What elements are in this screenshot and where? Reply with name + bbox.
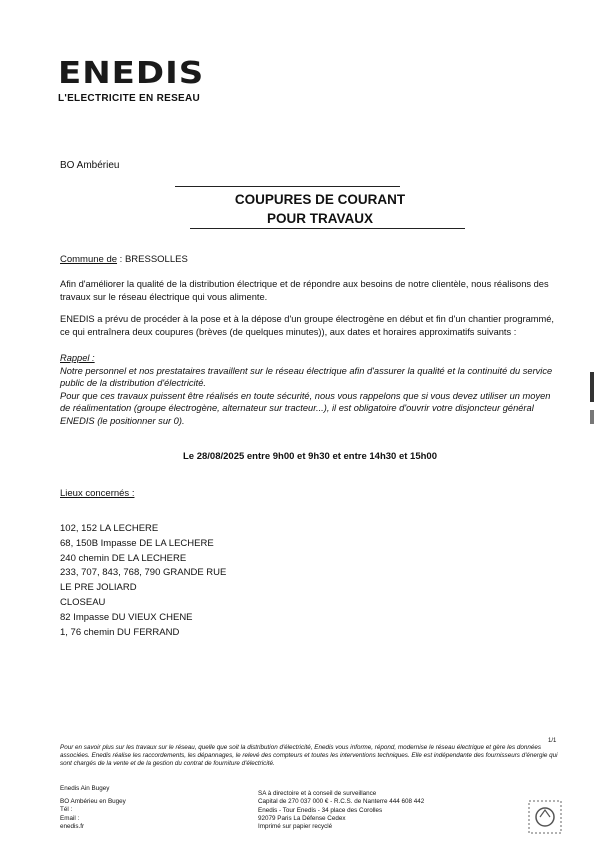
list-item: LE PRE JOLIARD <box>60 582 137 594</box>
footer-contact-name: Enedis Ain Bugey <box>60 785 110 792</box>
footer-line: Imprimé sur papier recyclé <box>258 823 333 831</box>
footer-line: BO Ambérieu en Bugey <box>60 798 126 805</box>
footer-line: Tél : <box>60 806 73 814</box>
footer-link[interactable]: enedis.fr <box>60 822 85 830</box>
lieux-title: Lieux concernés : <box>60 488 135 499</box>
list-item: 102, 152 LA LECHERE <box>60 523 159 534</box>
rappel-text-2: Pour que ces travaux puissent être réalisés en toute sécurité, nous vous rappelons que si vous devez utiliser un moyen de réalimentation (groupe électrogène, alternateur sur tracteur...), il est obligatoire d'ouvrir votre disjoncteur général ENEDIS (le positionner sur 0). <box>60 390 551 426</box>
rappel-text-1: Notre personnel et nos prestataires travaillent sur le réseau électrique afin d'assurer la qualité et la continuité du service public de la distribution d'électricité. <box>60 365 553 388</box>
footer-contact <box>60 798 126 831</box>
rappel-label: Rappel : <box>60 353 95 363</box>
title-line-1: COUPURES DE COURANT <box>234 192 406 207</box>
title-bottom-rule <box>190 228 465 229</box>
footer-legal <box>258 790 424 831</box>
footer-line: 92079 Paris La Défense Cedex <box>258 814 346 822</box>
enedis-logo: ENEDIS <box>58 55 205 92</box>
commune-value: : BRESSOLLES <box>119 254 188 265</box>
page-number: 1/1 <box>548 738 557 744</box>
intro-paragraph: Afin d'améliorer la qualité de la distribution électrique et de répondre aux besoins de notre clientèle, nous réalisons des travaux sur le réseau électrique qui vous alimente. <box>60 279 549 302</box>
page-title <box>175 190 465 228</box>
plan-paragraph: ENEDIS a prévu de procéder à la pose et à la dépose d'un groupe électrogène en début et fin d'un chantier programmé, ce qui entraînera deux coupures (brèves (de quelques minutes)), aux dates et horaires approximatifs suivants : <box>60 314 555 337</box>
scan-margin-mark <box>590 372 594 402</box>
list-item: 82 Impasse DU VIEUX CHENE <box>60 611 193 623</box>
footer-line: Capital de 270 037 000 € - R.C.S. de Nanterre 444 608 442 <box>258 798 425 806</box>
commune-label: Commune de <box>60 254 118 265</box>
commune-line <box>60 254 188 265</box>
rappel-block <box>60 352 560 427</box>
footer-notice: Pour en savoir plus sur les travaux sur le réseau, quelle que soit la distribution d'électricité, Enedis vous informe, répond, modernise le réseau électrique et gère les données associées. Enedis réalise les raccordements, les dépannages, le relevé des compteurs et toutes les interventions techniques. Elle est indépendante des fournisseurs d'énergie qui sont chargés de la vente et de la gestion du contrat de fourniture d'électricité. <box>60 744 558 768</box>
list-item: 1, 76 chemin DU FERRAND <box>60 626 180 638</box>
list-item: 68, 150B Impasse DE LA LECHERE <box>60 537 214 549</box>
schedule-line: Le 28/08/2025 entre 9h00 et 9h30 et entre 14h30 et 15h00 <box>182 451 437 462</box>
footer-line: SA à directoire et à conseil de surveillance <box>258 790 377 797</box>
recycle-icon <box>528 800 562 834</box>
logo-tagline: L'ELECTRICITE EN RESEAU <box>58 93 201 104</box>
list-item: 240 chemin DE LA LECHERE <box>60 552 187 564</box>
sender: BO Ambérieu <box>60 160 120 171</box>
list-item: 233, 707, 843, 768, 790 GRANDE RUE <box>60 567 227 579</box>
title-top-rule <box>175 186 400 187</box>
footer-line: Enedis - Tour Enedis - 34 place des Corolles <box>258 806 383 814</box>
title-line-2: POUR TRAVAUX <box>266 211 373 226</box>
lieux-list <box>60 522 226 640</box>
scan-margin-mark <box>590 410 594 424</box>
footer-line: Email : <box>60 814 80 822</box>
list-item: CLOSEAU <box>60 596 106 608</box>
